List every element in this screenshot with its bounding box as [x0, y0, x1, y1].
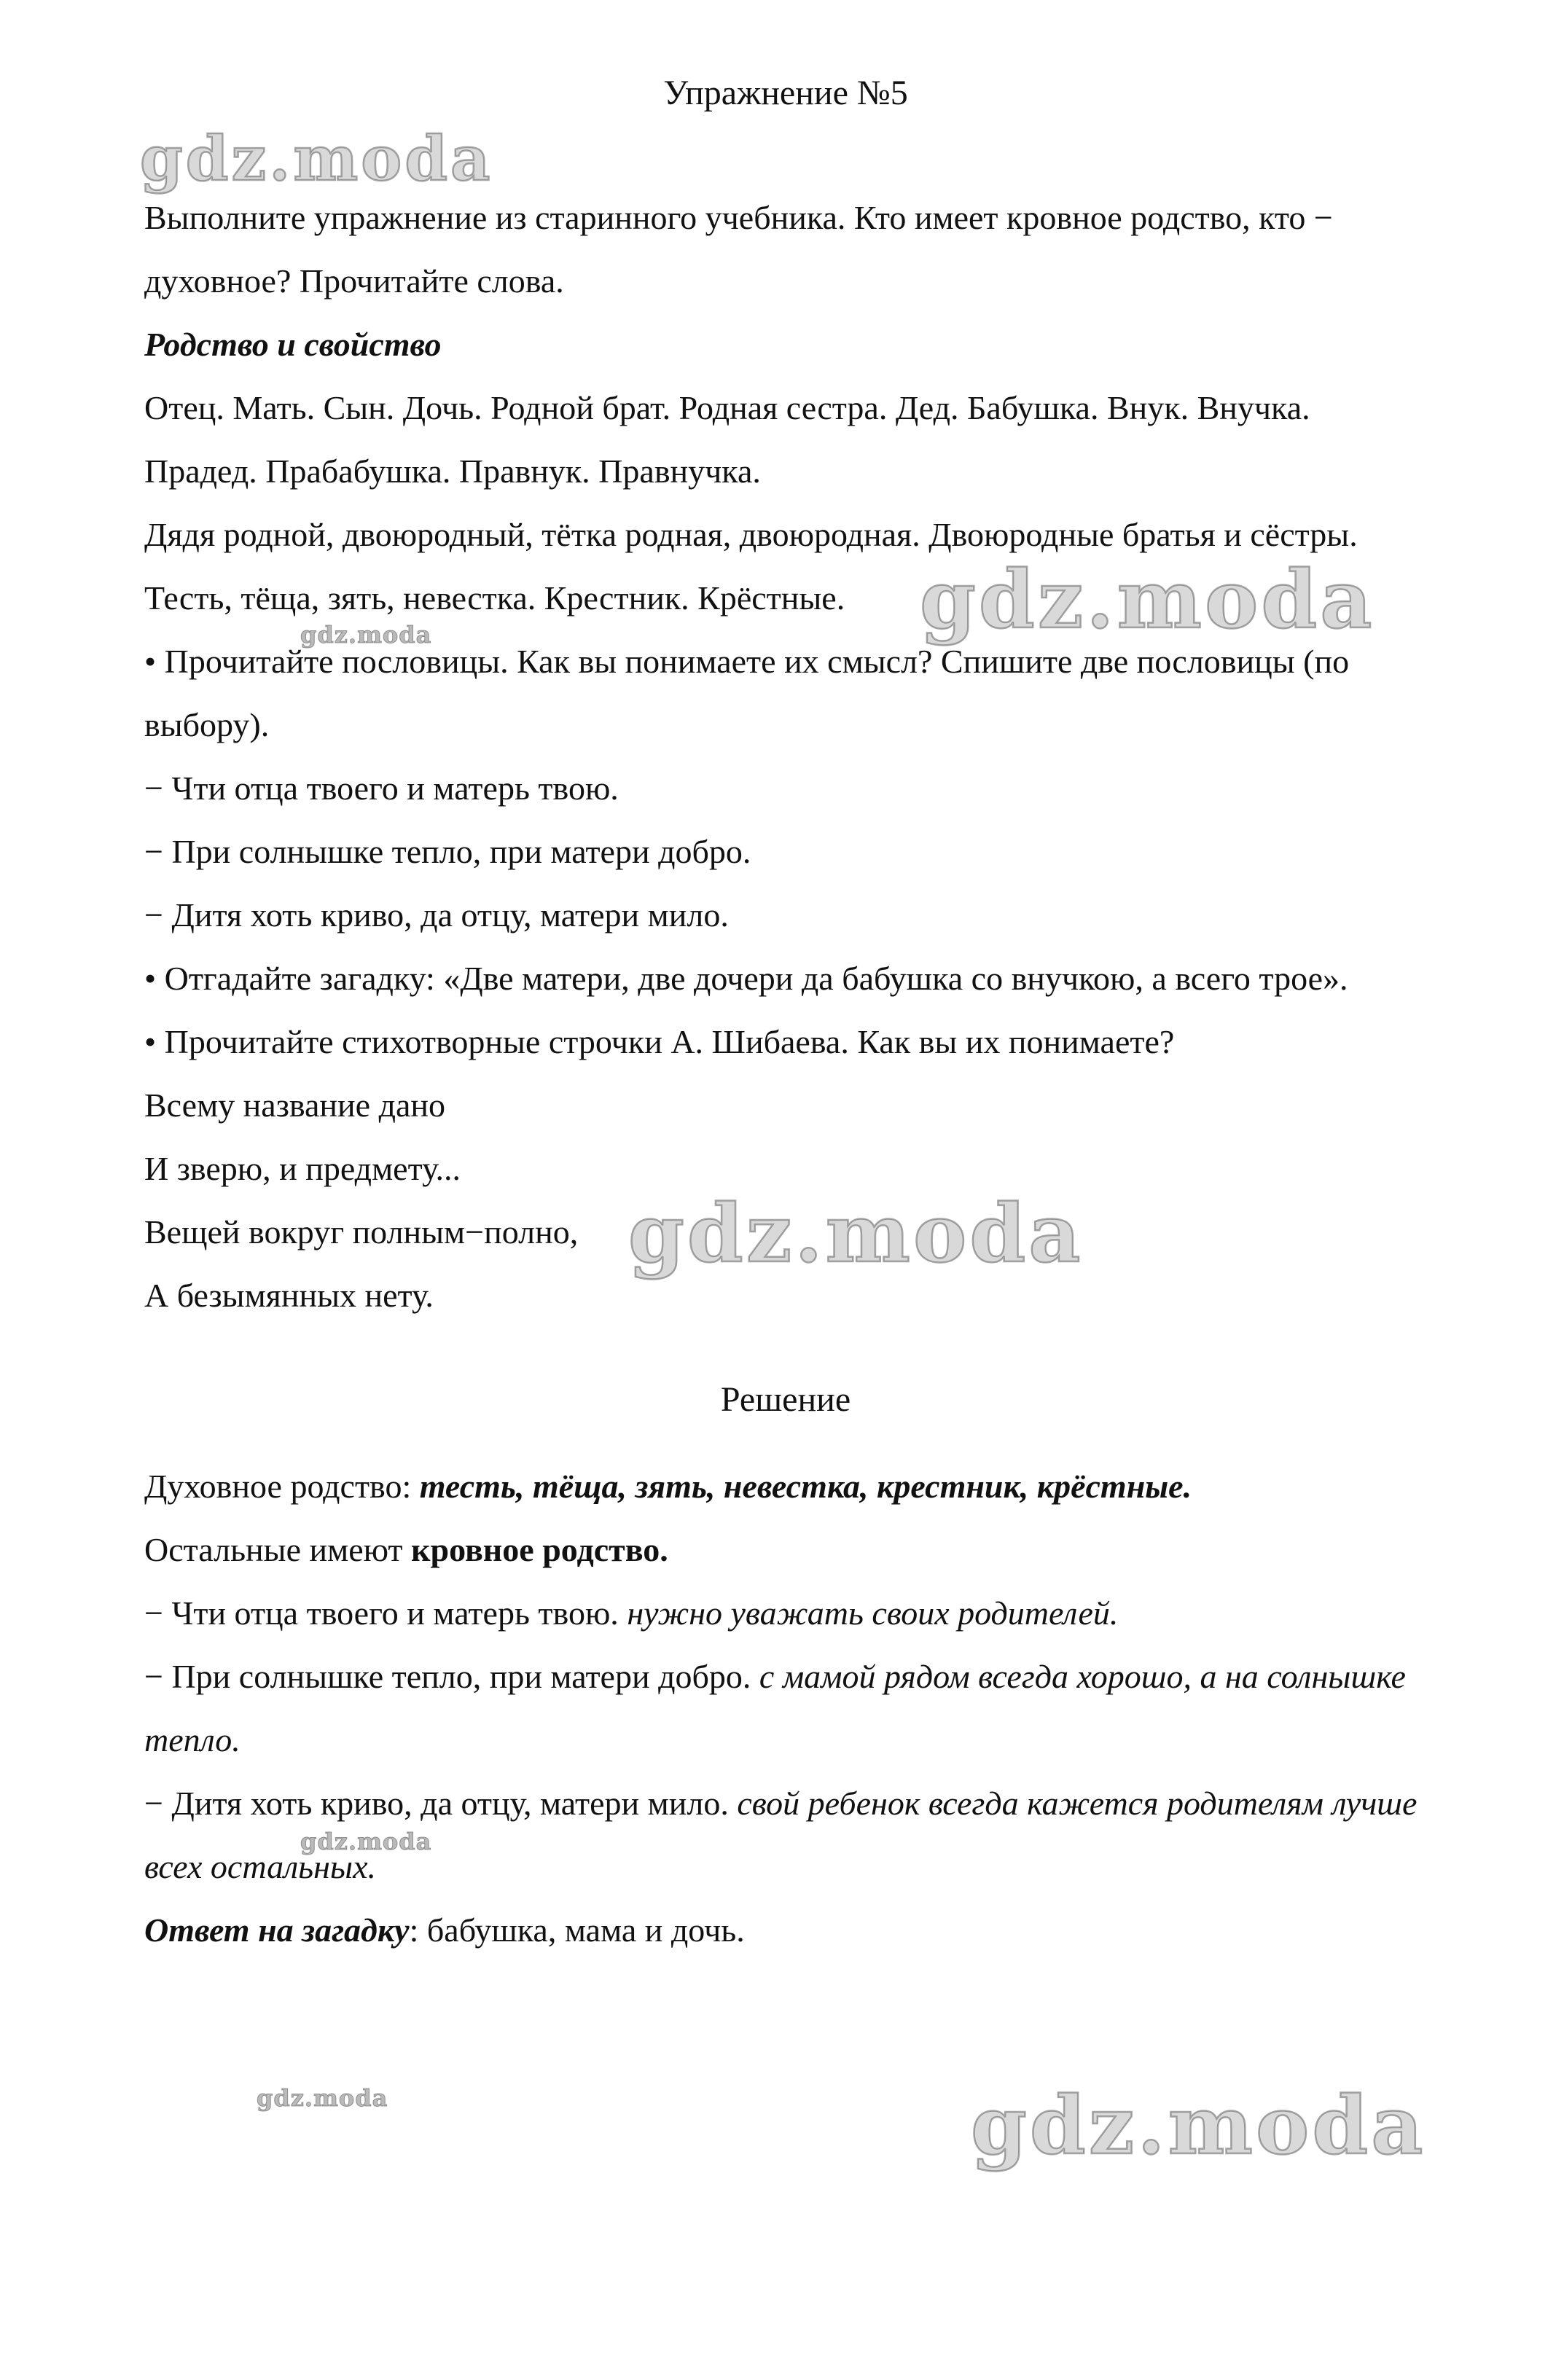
riddle-answer-label: Ответ на загадку	[144, 1911, 410, 1949]
word-list-1: Отец. Мать. Сын. Дочь. Родной брат. Родная сестра. Дед. Бабушка. Внук. Внучка. Прадед. Прабабушка. Правнук. Правнучка.	[144, 389, 1310, 490]
proverb-line-3: − Дитя хоть криво, да отцу, матери мило.	[144, 896, 729, 933]
solution-answer-2	[144, 1645, 1427, 1772]
page-title: Упражнение №5	[663, 74, 908, 112]
answer-1-explanation: нужно уважать своих родителей.	[627, 1594, 1119, 1632]
solution-answer-1	[144, 1581, 1427, 1645]
watermark-bottom-right: gdz.moda	[971, 2078, 1426, 2172]
word-list-2: Дядя родной, двоюродный, тётка родная, двоюродная. Двоюродные братья и сёстры.	[144, 516, 1358, 553]
document-page	[144, 73, 1427, 1962]
answer-1-source: − Чти отца твоего и матерь твою.	[144, 1594, 627, 1632]
poem-line-1: Всему название дано	[144, 1087, 446, 1124]
watermark-top-left: gdz.moda	[140, 122, 493, 195]
solution-spiritual-label: Духовное родство:	[144, 1468, 420, 1505]
solution-riddle	[144, 1898, 1427, 1962]
answer-2-source: − При солнышке тепло, при матери добро.	[144, 1658, 759, 1695]
watermark-center: gdz.moda	[628, 1186, 1084, 1280]
poem-line-4: А безымянных нету.	[144, 1277, 434, 1314]
watermark-mid-right: gdz.moda	[920, 552, 1375, 646]
exercise-intro: Выполните упражнение из старинного учебника. Кто имеет кровное родство, кто − духовное? Прочитайте слова.	[144, 199, 1333, 300]
solution-spiritual-terms: тесть, тёща, зять, невестка, крестник, крёстные	[419, 1468, 1184, 1505]
riddle-answer-text: : бабушка, мама и дочь.	[409, 1911, 745, 1949]
poem-line-2: И зверю, и предмету...	[144, 1150, 461, 1187]
solution-answer-3	[144, 1772, 1427, 1898]
task-poem: • Прочитайте стихотворные строчки А. Шибаева. Как вы их понимаете?	[144, 1023, 1175, 1060]
exercise-subheading: Родство и свойство	[144, 326, 442, 363]
proverb-line-1: − Чти отца твоего и матерь твою.	[144, 770, 619, 807]
watermark-small-2: gdz.moda	[300, 1828, 432, 1855]
watermark-small-1: gdz.moda	[300, 621, 432, 649]
answer-3-explanation: свой ребенок всегда кажется родителям лучше всех остальных.	[144, 1785, 1418, 1885]
solution-spiritual-period: .	[1183, 1468, 1192, 1505]
solution-others-bold: кровное родство.	[411, 1531, 668, 1568]
watermark-small-3: gdz.moda	[257, 2084, 388, 2112]
answer-2-explanation: с мамой рядом всегда хорошо, а на солнышке тепло.	[144, 1658, 1406, 1758]
solution-heading: Решение	[720, 1380, 851, 1419]
solution-others-prefix: Остальные имеют	[144, 1531, 412, 1568]
poem-line-3: Вещей вокруг полным−полно,	[144, 1213, 579, 1250]
solution-others	[144, 1518, 1427, 1581]
proverb-line-2: − При солнышке тепло, при матери добро.	[144, 833, 751, 870]
task-riddle: • Отгадайте загадку: «Две матери, две дочери да бабушка со внучкою, а всего трое».	[144, 960, 1348, 997]
word-list-3: Тесть, тёща, зять, невестка. Крестник. Крёстные.	[144, 579, 845, 616]
answer-3-source: − Дитя хоть криво, да отцу, матери мило.	[144, 1785, 738, 1822]
task-proverbs: • Прочитайте пословицы. Как вы понимаете их смысл? Спишите две пословицы (по выбору).	[144, 643, 1350, 743]
solution-spiritual	[144, 1455, 1427, 1518]
